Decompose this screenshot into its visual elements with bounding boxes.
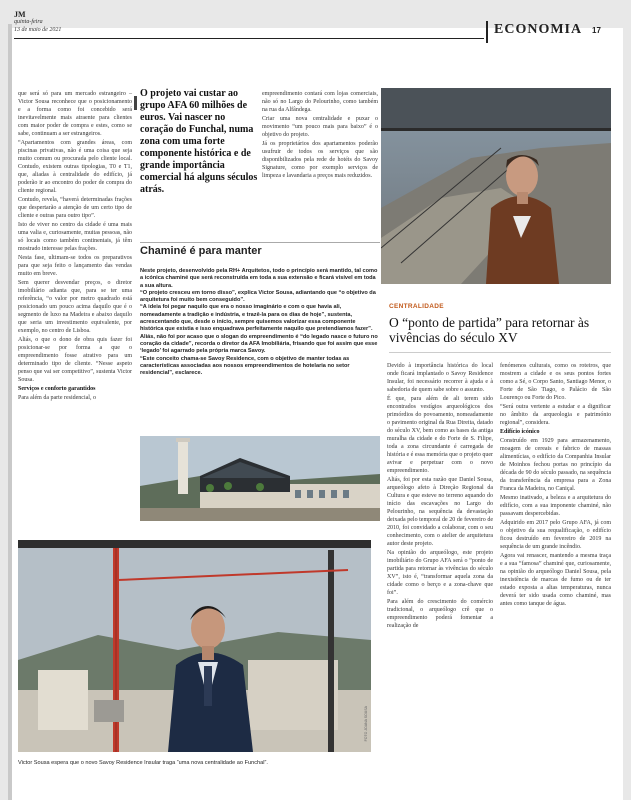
paragraph: Adquirido em 2017 pelo Grupo AFA, já com o objetivo da sua requalificação, o edifício ficou destruído em fevereiro de 2019 na sequência de um grande incêndio. [500,520,611,550]
portrait-photo-victor-sousa [18,540,371,752]
paragraph: Agora vai renascer, mantendo a mesma traça e a sua “famosa” chaminé que, curiosamente, na opinião do arqueólogo Daniel Sousa, pela inexistência de marcas de fumo ou de ter estado exposta a altas temperaturas, nunca deverá ter sido usada como chaminé, mas antes como tanque de água. [500,553,611,607]
paragraph: empreendimento contará com lojas comerciais, não só no Largo do Pelourinho, como também na rua da Alfândega. [262,91,378,113]
paragraph: Aliás, não foi por acaso que o slogan do empreendimento é “do legado nasce o futuro no coração da cidade”, recorda o diretor da AFA Imobiliária, frisando que foi assim que esse ‘legado’ foi agarrado pela própria marca Savoy. [140,333,378,355]
left-column [18,90,132,403]
article-column-2 [500,362,611,609]
section-title: ECONOMIA [494,22,583,37]
paragraph: Para além da parte residencial, o [18,395,96,401]
paragraph: Para além do crescimento do comércio tradicional, o arqueólogo crê que o empreendimento poderá fomentar a realização de [387,599,493,629]
paragraph: Contudo, revela, “haverá determinadas frações que despertarão a atenção de um certo tipo de cliente e outras para outro tipo”. [18,197,132,219]
paragraph: Criar uma nova centralidade e puxar o movimento “um pouco mais para baixo” é o objetivo do projeto. [262,116,378,138]
paragraph: “Apartamentos com grandes áreas, com piscinas privativas, não é uma coisa que seja muito comum ou procurada pelo cliente local. Contudo, existem outras tipologias, T0 e T1, que, aliadas à centralidade do edifício, já poderão ir ao encontro do poder de compra do cliente regional. [18,140,132,194]
article-headline: O “ponto de partida” para retornar às vivências do século XV [389,315,590,345]
paragraph: “Será outra vertente a estudar e a dignificar no âmbito da arqueologia e património regional”, considera. [500,404,611,426]
box-title: Chaminé é para manter [140,245,262,257]
paragraph: “O projeto cresceu em torno disso”, explica Victor Sousa, adiantando que “o objetivo da arquitetura foi muito bem conseguido”. [140,289,376,304]
weekday: quinta-feira [14,19,43,25]
publication-name: JM [14,10,26,19]
photo-credit: FOTO JOANA SOUSA [364,706,368,742]
middle-column [262,90,378,181]
paragraph: Na opinião do arqueólogo, este projeto imobiliário do Grupo AFA será o “ponto de partida para retornar às vivências do século XV”, isto é, “transformar aquela zona da cidade como o berço e a zona-chave que foi”. [387,550,493,596]
paragraph: fenómenos culturais, como os roteiros, que mostrem a cidade e os seus pontos fortes como a Sé, o Corpo Santo, Santiago Menor, o Forte de São Tiago, o Palácio de São Lourenço ou Forte do Pico. [500,363,611,401]
header-separator [486,21,488,43]
left-subheading: Serviços e conforto garantidos [18,386,96,392]
pull-quote: O projeto vai custar ao grupo AFA 60 milhões de euros. Vai nascer no coração do Funchal, numa zona com uma forte componente histórica e de grande importância comercial há alguns séculos atrás. [140,88,258,195]
headline-rule [389,352,611,353]
paragraph: Aliás, o que o dono de obra quis fazer foi posicionar-se por forma a que o empreendimento fosse atrativo para um determinado tipo de cliente. “Nesse aspeto penso que vai ser competitivo”, sustenta Victor Sousa. [18,337,132,383]
paragraph: “A ideia foi pegar naquilo que era o nosso imaginário e com o que havia ali, nomeadamente a tradição e indústria, e trazê-la para os dias de hoje”, sustenta, acrescentando que, desde o início, sempre quisemos valorizar essa componente histórica que existia e isso enquadrava perfeitamente naquilo que pretendíamos fazer”. [140,304,373,333]
header-rule [14,38,484,39]
pull-quote-bar [134,96,137,110]
paragraph: Aliás, foi por esta razão que Daniel Sousa, arqueólogo afeto à Direção Regional da Cultura e que esteve no terreno aquando do início das escavações no Largo do Pelourinho, na sequência da devastação deixada pelo temporal de 20 de fevereiro de 2010, foi convidado a colaborar, com o seu conhecimento, com o atelier de arquitetura autor deste projeto. [387,477,493,547]
photo-caption: Victor Sousa espera que o novo Savoy Residence Insular traga “uma nova centralidade ao Funchal”. [18,760,268,766]
article-subheading: Edifício icónico [500,429,540,435]
paragraph: Nesta fase, ultimam-se todos os preparativos para que seja feito o lançamento das vendas muito em breve. [18,255,132,277]
paragraph: Sem querer desvendar preços, o diretor imobiliário adianta que, para se ter uma referência, “o valor por metro quadrado está posicionado um pouco acima daquilo que é o segmento de luxo na Madeira e abaixo daquilo que seria um investimento equivalente, por exemplo, no centro de Lisboa. [18,280,132,334]
paragraph: Mesmo inativado, a beleza e a arquitetura do edifício, com a sua imponente chaminé, não passavam despercebidas. [500,495,611,517]
paragraph: que será só para um mercado estrangeiro – Victor Sousa reconhece que o posicionamento e a forma como foi concebido será inevitavelmente mais atraente para clientes com maior poder de compra e estes, como se sabe, continuam a ser estrangeiros. [18,91,132,137]
building-render-image [140,436,380,521]
paragraph: Isto de viver no centro da cidade é uma mais uma valia e, curiosamente, muitas pessoas, não só locais como também continentais, já têm mostrado interesse pelas frações. [18,222,132,252]
paragraph: É que, para além de ali terem sido encontrados vestígios arqueológicos dos primórdios do povoamento, nomeadamente o pavimento original da Rua Direita, datado do século XV, bem como as bases da antiga muralha da cidade e do Forte de S. Filipe, toda a zona circundante é carregada de história e é essa memória que o projeto quer avivar e perpetuar com o novo empreendimento. [387,396,493,474]
box-body [140,268,380,377]
paragraph: Devido à importância histórica do local onde ficará implantado o Savoy Residence Insular, foi necessário recorrer à ajuda e à sabedoria de quem sabe sobre o assunto. [387,363,493,393]
paragraph: Já os proprietários dos apartamentos poderão usufruir de todos os serviços que são disponibilizados pela rede de hotéis do Savoy Signature, como por exemplo serviços de limpeza e lavandaria a preços mais reduzidos. [262,141,378,179]
paragraph: Neste projeto, desenvolvido pela RH+ Arquitetos, todo o princípio será mantido, tal como a icónica chaminé que será reconstruída em toda a sua extensão e ficará visível em toda a sua altura. [140,268,378,289]
portrait-photo-archaeologist [381,88,611,284]
box-top-rule [140,242,380,243]
paragraph: “Este conceito chama-se Savoy Residence, com o objetivo de manter todas as características associadas aos nossos empreendimentos de hotelaria no setor residencial”, esclarece. [140,355,350,377]
article-kicker: CENTRALIDADE [389,303,444,310]
article-column-1 [387,362,493,631]
issue-date: 13 de maio de 2021 [14,27,62,33]
page-number: 17 [592,26,601,35]
paragraph: Construído em 1929 para armazenamento, moagem de cereais e fabrico de massas alimentícias, o edifício da Companhia Insular de Moinhos fechou portas no princípio da década de 90 do século passado, na sequência da transferência da empresa para a Zona Franca da Madeira, no Caniçal. [500,438,611,492]
